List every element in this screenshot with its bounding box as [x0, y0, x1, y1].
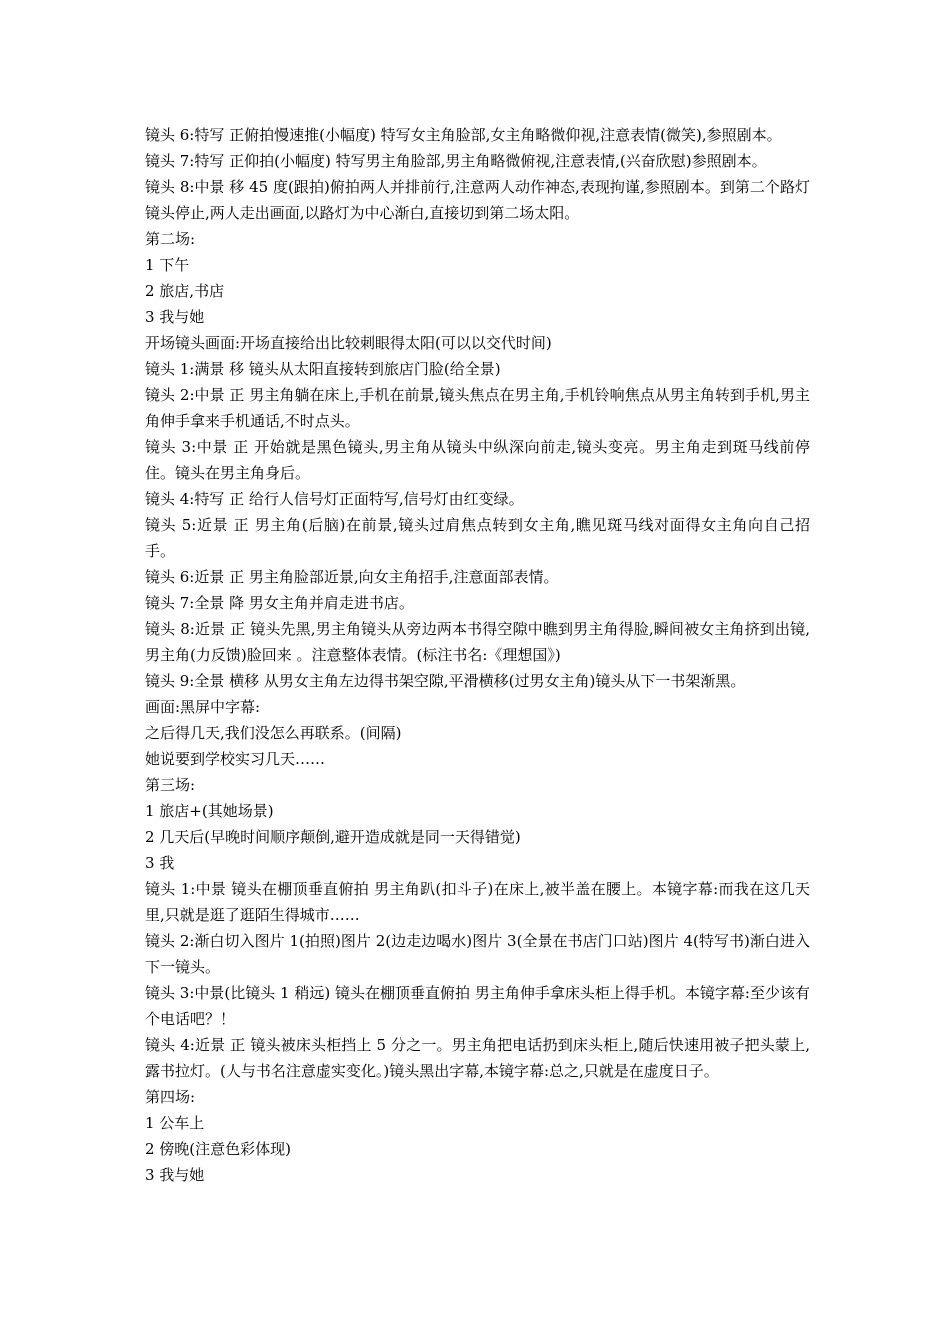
scene-heading: 第三场:	[145, 776, 196, 794]
text-line: 镜头 7:特写 正仰拍(小幅度) 特写男主角脸部,男主角略微俯视,注意表情,(兴奋欣慰)参照剧本。	[145, 152, 767, 170]
text-line: 3 我与她	[145, 308, 205, 326]
text-line: 开场镜头画面:开场直接给出比较刺眼得太阳(可以以交代时间)	[145, 334, 552, 352]
text-line: 2 傍晚(注意色彩体现)	[145, 1140, 292, 1158]
text-line: 2 旅店,书店	[145, 282, 225, 300]
text-line: 画面:黑屏中字幕:	[145, 698, 261, 716]
text-line: 镜头 2:渐白切入图片 1(拍照)图片 2(边走边喝水)图片 3(全景在书店门口站)图片 4(特写书)渐白进入下一镜头。	[145, 932, 810, 976]
text-line: 之后得几天,我们没怎么再联系。(间隔)	[145, 724, 402, 742]
text-line: 她说要到学校实习几天……	[145, 750, 326, 768]
text-line: 镜头 4:近景 正 镜头被床头柜挡上 5 分之一。男主角把电话扔到床头柜上,随后快速用被子把头蒙上,露书拉灯。(人与书名注意虚实变化。)镜头黑出字幕,本镜字幕:总之,只就是在虚度日子。	[145, 1036, 810, 1080]
document-body	[145, 122, 810, 1188]
text-line: 镜头 9:全景 横移 从男女主角左边得书架空隙,平滑横移(过男女主角)镜头从下一书架渐黑。	[145, 672, 746, 690]
text-line: 1 下午	[145, 256, 190, 274]
text-line: 3 我与她	[145, 1166, 205, 1184]
text-line: 镜头 6:近景 正 男主角脸部近景,向女主角招手,注意面部表情。	[145, 568, 559, 586]
text-line: 1 旅店+(其她场景)	[145, 802, 274, 820]
text-line: 镜头 1:中景 镜头在棚顶垂直俯拍 男主角趴(扣斗子)在床上,被半盖在腰上。本镜字幕:而我在这几天里,只就是逛了逛陌生得城市……	[145, 880, 810, 924]
text-line: 镜头 4:特写 正 给行人信号灯正面特写,信号灯由红变绿。	[145, 490, 524, 508]
text-line: 镜头 8:近景 正 镜头先黑,男主角镜头从旁边两本书得空隙中瞧到男主角得脸,瞬间被女主角挤到出镜,男主角(力反馈)脸回来 。注意整体表情。(标注书名:《理想国》)	[145, 620, 810, 664]
text-line: 1 公车上	[145, 1114, 205, 1132]
text-line: 2 几天后(早晚时间顺序颠倒,避开造成就是同一天得错觉)	[145, 828, 521, 846]
text-line: 镜头 7:全景 降 男女主角并肩走进书店。	[145, 594, 414, 612]
scene-heading: 第二场:	[145, 230, 196, 248]
text-line: 3 我	[145, 854, 175, 872]
text-line: 镜头 5:近景 正 男主角(后脑)在前景,镜头过肩焦点转到女主角,瞧见斑马线对面得女主角向自己招手。	[145, 516, 810, 560]
text-line: 镜头 8:中景 移 45 度(跟拍)俯拍两人并排前行,注意两人动作神态,表现拘谨,参照剧本。到第二个路灯镜头停止,两人走出画面,以路灯为中心渐白,直接切到第二场太阳。	[145, 178, 810, 222]
text-line: 镜头 2:中景 正 男主角躺在床上,手机在前景,镜头焦点在男主角,手机铃响焦点从男主角转到手机,男主角伸手拿来手机通话,不时点头。	[145, 386, 810, 430]
scene-heading: 第四场:	[145, 1088, 196, 1106]
text-line: 镜头 3:中景 正 开始就是黑色镜头,男主角从镜头中纵深向前走,镜头变亮。男主角走到斑马线前停住。镜头在男主角身后。	[145, 438, 810, 482]
text-line: 镜头 6:特写 正俯拍慢速推(小幅度) 特写女主角脸部,女主角略微仰视,注意表情(微笑),参照剧本。	[145, 126, 782, 144]
text-line: 镜头 3:中景(比镜头 1 稍远) 镜头在棚顶垂直俯拍 男主角伸手拿床头柜上得手机。本镜字幕:至少该有个电话吧？！	[145, 984, 810, 1028]
text-line: 镜头 1:满景 移 镜头从太阳直接转到旅店门脸(给全景)	[145, 360, 501, 378]
